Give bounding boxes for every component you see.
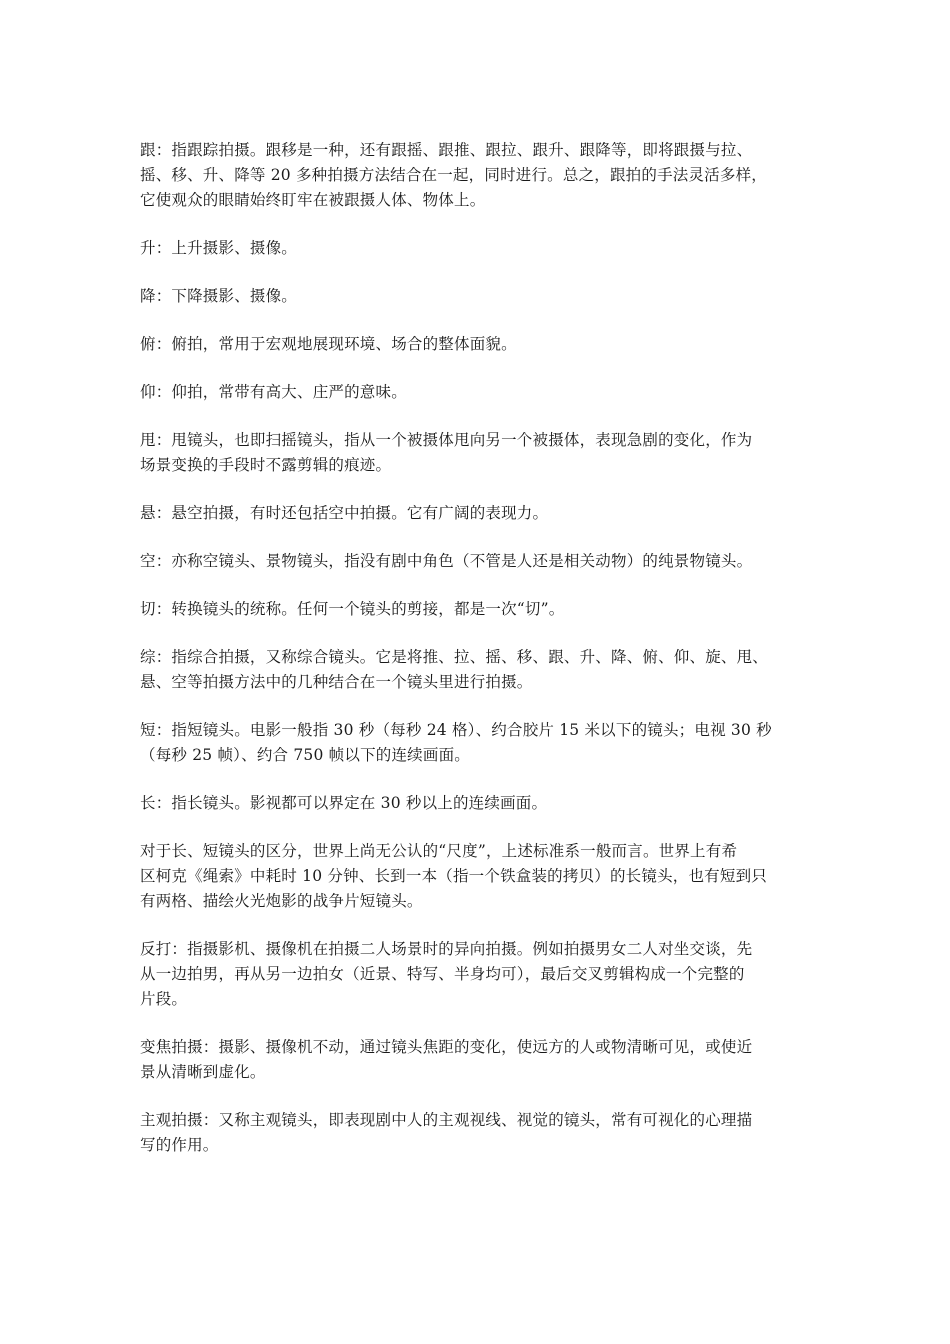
paragraph-zoom: 变焦拍摄：摄影、摄像机不动，通过镜头焦距的变化，使远方的人或物清晰可见，或使近 景从清晰到虚化。 <box>140 1038 753 1081</box>
paragraph-duan: 短：指短镜头。电影一般指 30 秒（每秒 24 格）、约合胶片 15 米以下的镜头；电视 30 秒 （每秒 25 帧）、约合 750 帧以下的连续画面。 <box>140 721 772 764</box>
paragraph-zong: 综：指综合拍摄，又称综合镜头。它是将推、拉、摇、移、跟、升、降、俯、仰、旋、甩、 悬、空等拍摄方法中的几种结合在一个镜头里进行拍摄。 <box>140 648 769 691</box>
paragraph-yang: 仰：仰拍，常带有高大、庄严的意味。 <box>140 383 407 401</box>
paragraph-jiang: 降：下降摄影、摄像。 <box>140 287 298 305</box>
paragraph-shot-length: 对于长、短镜头的区分，世界上尚无公认的“尺度”，上述标准系一般而言。世界上有希 区柯克《绳索》中耗时 10 分钟、长到一本（指一个铁盒装的拷贝）的长镜头，也有短到只 有两格、描绘火光炮影的战争片短镜头。 <box>140 842 767 910</box>
paragraph-gen: 跟：指跟踪拍摄。跟移是一种，还有跟摇、跟推、跟拉、跟升、跟降等，即将跟摄与拉、 摇、移、升、降等 20 多种拍摄方法结合在一起，同时进行。总之，跟拍的手法灵活多样， 它使观众的眼睛始终盯牢在被跟摄人体、物体上。 <box>140 141 767 209</box>
paragraph-reverse-shot: 反打：指摄影机、摄像机在拍摄二人场景时的异向拍摄。例如拍摄男女二人对坐交谈，先 从一边拍男，再从另一边拍女（近景、特写、半身均可），最后交叉剪辑构成一个完整的 片段。 <box>140 940 753 1008</box>
paragraph-fu: 俯：俯拍，常用于宏观地展现环境、场合的整体面貌。 <box>140 335 517 353</box>
paragraph-sheng: 升：上升摄影、摄像。 <box>140 239 298 257</box>
paragraph-shuai: 甩：甩镜头，也即扫摇镜头，指从一个被摄体甩向另一个被摄体，表现急剧的变化，作为 场景变换的手段时不露剪辑的痕迹。 <box>140 431 753 474</box>
paragraph-subjective: 主观拍摄：又称主观镜头，即表现剧中人的主观视线、视觉的镜头，常有可视化的心理描 写的作用。 <box>140 1111 753 1154</box>
document-body <box>140 138 830 1181</box>
paragraph-qie: 切：转换镜头的统称。任何一个镜头的剪接，都是一次“切”。 <box>140 600 565 618</box>
paragraph-xuan: 悬：悬空拍摄，有时还包括空中拍摄。它有广阔的表现力。 <box>140 504 549 522</box>
paragraph-kong: 空：亦称空镜头、景物镜头，指没有剧中角色（不管是人还是相关动物）的纯景物镜头。 <box>140 552 753 570</box>
paragraph-chang: 长：指长镜头。影视都可以界定在 30 秒以上的连续画面。 <box>140 794 548 812</box>
